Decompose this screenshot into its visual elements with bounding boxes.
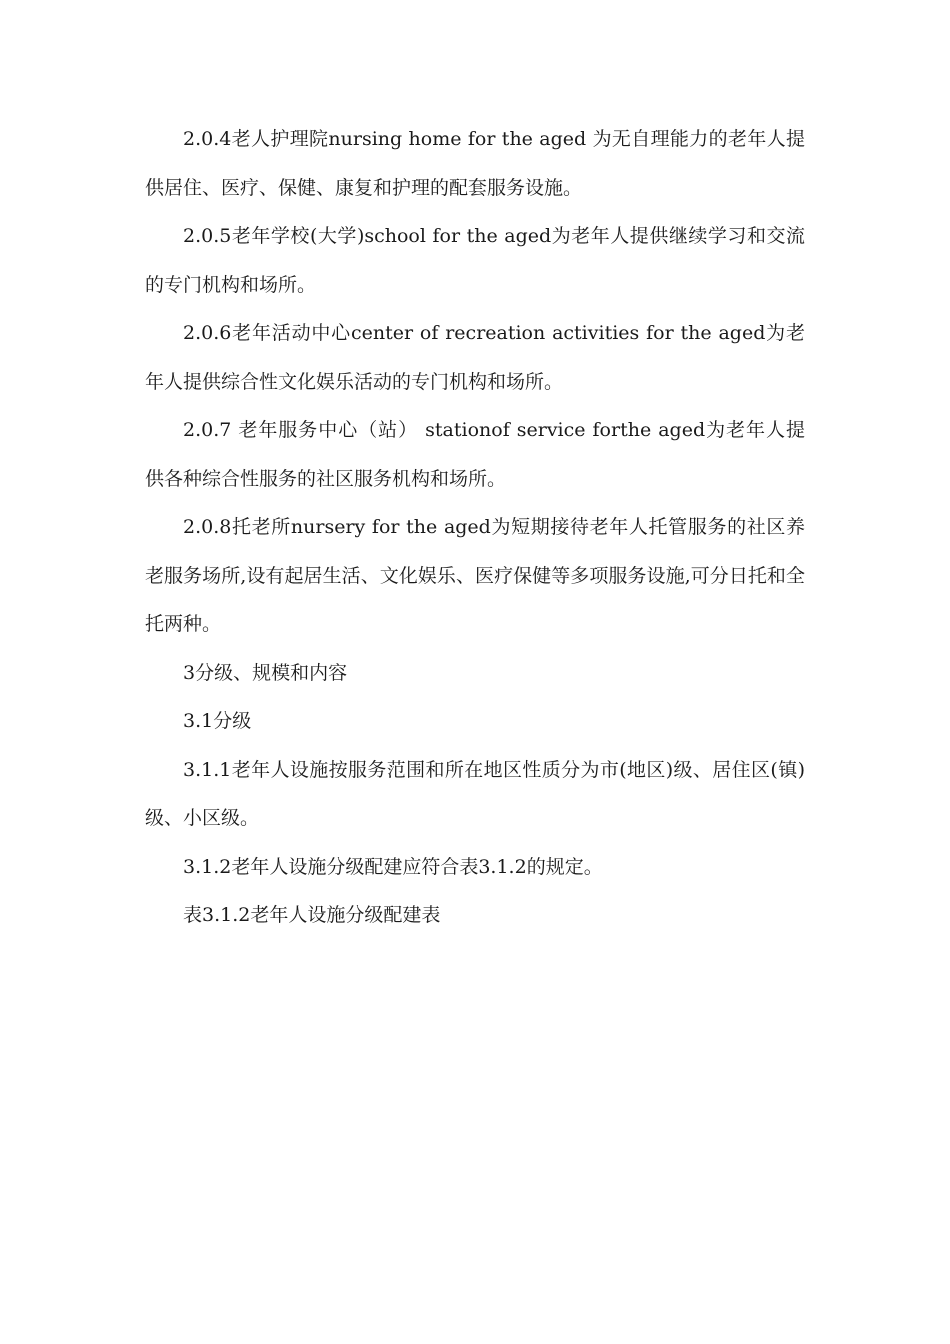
paragraph-3-1-1: 3.1.1老年人设施按服务范围和所在地区性质分为市(地区)级、居住区(镇)级、小区级。 bbox=[145, 758, 805, 829]
paragraph-3-1-2: 3.1.2老年人设施分级配建应符合表3.1.2的规定。 bbox=[183, 855, 603, 878]
table-caption-3-1-2: 表3.1.2老年人设施分级配建表 bbox=[183, 904, 441, 926]
section-heading-3: 3分级、规模和内容 bbox=[183, 661, 348, 684]
paragraph-2-0-5: 2.0.5老年学校(大学)school for the aged为老年人提供继续学习和交流的专门机构和场所。 bbox=[145, 225, 805, 296]
paragraph-2-0-8: 2.0.8托老所nursery for the aged为短期接待老年人托管服务的社区养老服务场所,设有起居生活、文化娱乐、医疗保健等多项服务设施,可分日托和全托两种。 bbox=[145, 516, 805, 635]
document-body bbox=[145, 115, 805, 940]
paragraph-2-0-4: 2.0.4老人护理院nursing home for the aged 为无自理能力的老年人提供居住、医疗、保健、康复和护理的配套服务设施。 bbox=[145, 128, 805, 199]
paragraph-2-0-6: 2.0.6老年活动中心center of recreation activities for the aged为老年人提供综合性文化娱乐活动的专门机构和场所。 bbox=[145, 322, 805, 393]
paragraph-2-0-7: 2.0.7 老年服务中心（站） stationof service forthe aged为老年人提供各种综合性服务的社区服务机构和场所。 bbox=[145, 419, 805, 490]
section-heading-3-1: 3.1分级 bbox=[183, 710, 252, 732]
